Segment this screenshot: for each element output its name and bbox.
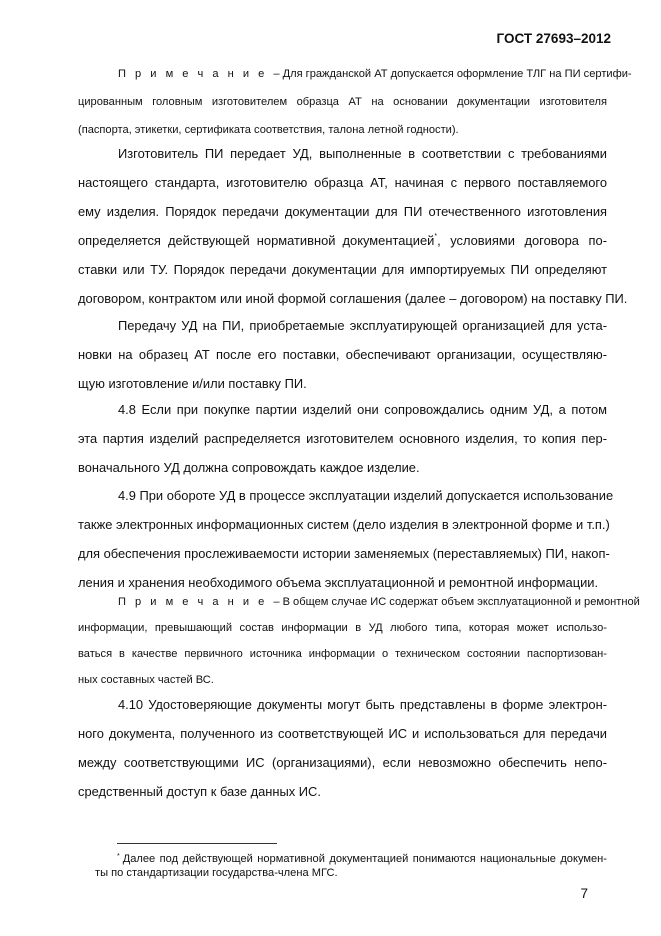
note-2-label: П р и м е ч а н и е xyxy=(118,596,268,608)
note-1-label: П р и м е ч а н и е xyxy=(118,68,268,80)
page-number: 7 xyxy=(580,886,588,901)
footnote-mark: * xyxy=(117,853,120,860)
footnote-divider xyxy=(117,843,277,844)
document-standard-header: ГОСТ 27693–2012 xyxy=(496,31,611,46)
